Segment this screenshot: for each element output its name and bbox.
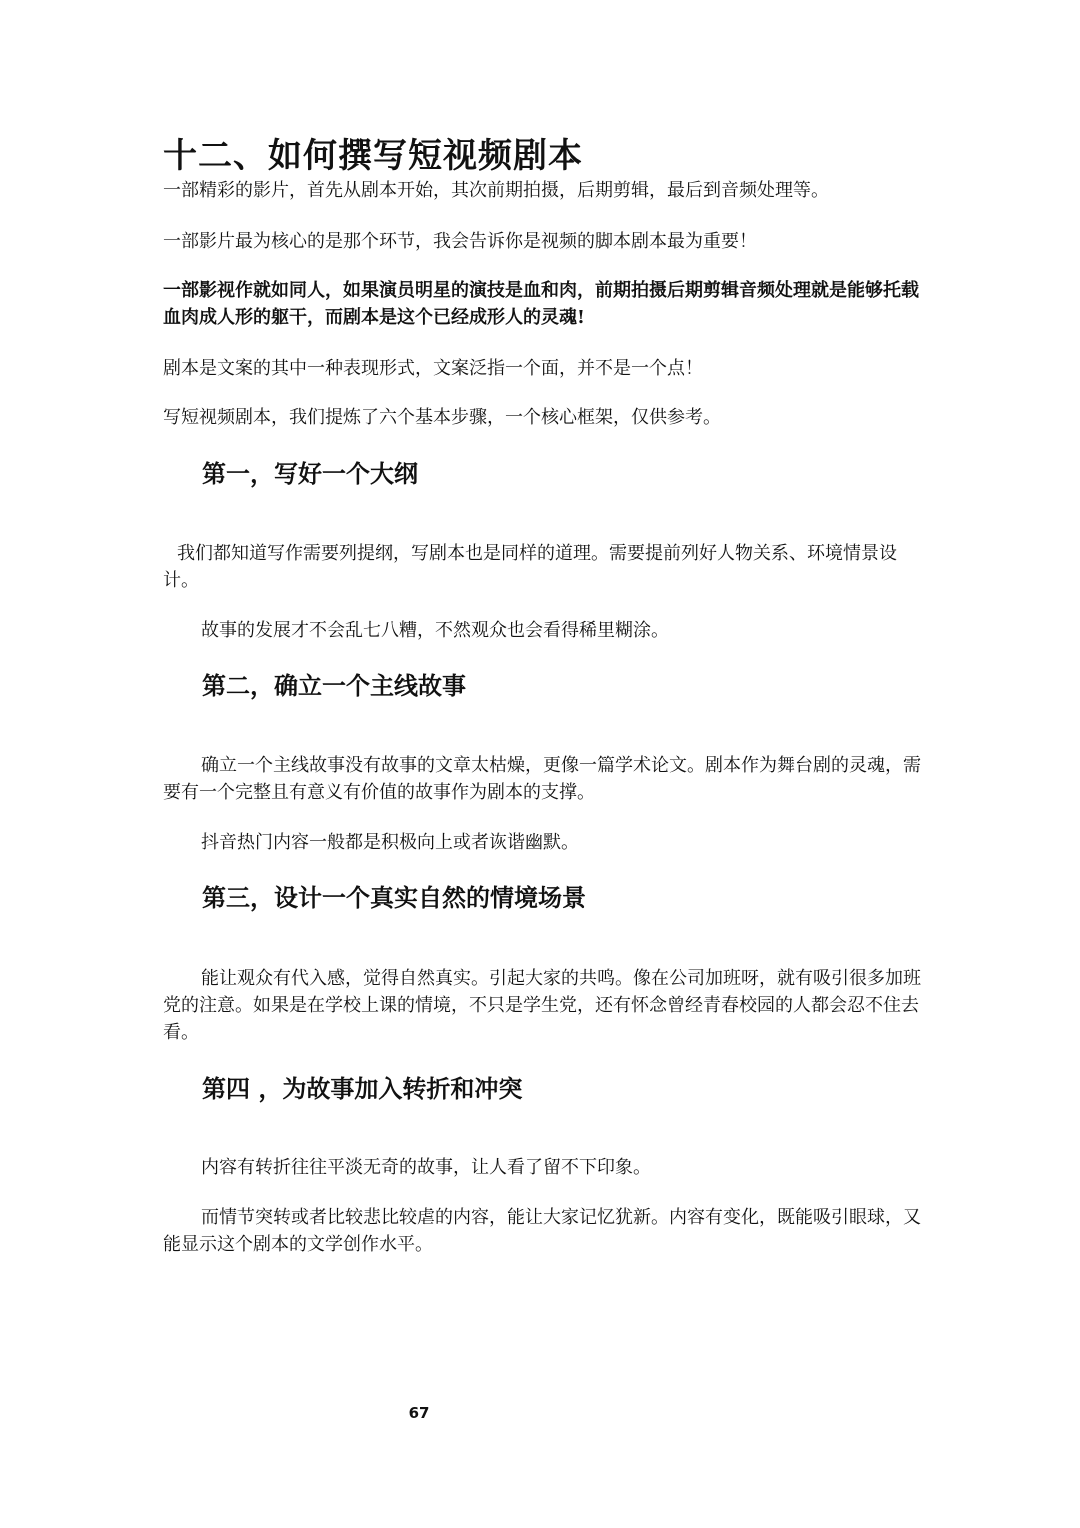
section-4-paragraph-2: 而情节突转或者比较悲比较虐的内容，能让大家记忆犹新。内容有变化，既能吸引眼球，又能显示这个剧本的文学创作水平。 (163, 1207, 921, 1255)
section-heading-2: 第二，确立一个主线故事 (202, 672, 466, 700)
section-2-paragraph-1: 确立一个主线故事没有故事的文章太枯燥，更像一篇学术论文。剧本作为舞台剧的灵魂，需要有一个完整且有意义有价值的故事作为剧本的支撑。 (163, 755, 921, 803)
intro-paragraph-3: 一部影视作就如同人，如果演员明星的演技是血和肉，前期拍摄后期剪辑音频处理就是能够托载血肉成人形的躯干，而剧本是这个已经成形人的灵魂! (163, 280, 919, 328)
intro-paragraph-1: 一部精彩的影片，首先从剧本开始，其次前期拍摄，后期剪辑，最后到音频处理等。 (163, 180, 829, 201)
section-4-paragraph-1: 内容有转折往往平淡无奇的故事，让人看了留不下印象。 (201, 1157, 651, 1178)
section-heading-1: 第一，写好一个大纲 (202, 460, 418, 488)
section-2-paragraph-2: 抖音热门内容一般都是积极向上或者诙谐幽默。 (201, 832, 579, 853)
section-1-paragraph-2: 故事的发展才不会乱七八糟，不然观众也会看得稀里糊涂。 (201, 620, 669, 641)
intro-paragraph-2: 一部影片最为核心的是那个环节，我会告诉你是视频的脚本剧本最为重要！ (163, 231, 757, 252)
intro-paragraph-5: 写短视频剧本，我们提炼了六个基本步骤，一个核心框架，仅供参考。 (163, 407, 721, 428)
page-number: 67 (408, 1404, 430, 1422)
section-1-paragraph-1: 我们都知道写作需要列提纲，写剧本也是同样的道理。需要提前列好人物关系、环境情景设计。 (163, 543, 897, 591)
section-3-paragraph-1: 能让观众有代入感，觉得自然真实。引起大家的共鸣。像在公司加班呀，就有吸引很多加班党的注意。如果是在学校上课的情境，不只是学生党，还有怀念曾经青春校园的人都会忍不住去看。 (163, 968, 921, 1043)
page-title: 十二、如何撰写短视频剧本 (163, 136, 583, 176)
intro-paragraph-4: 剧本是文案的其中一种表现形式，文案泛指一个面，并不是一个点！ (163, 358, 703, 379)
section-heading-4: 第四 ，为故事加入转折和冲突 (202, 1075, 523, 1103)
section-heading-3: 第三，设计一个真实自然的情境场景 (202, 884, 586, 912)
